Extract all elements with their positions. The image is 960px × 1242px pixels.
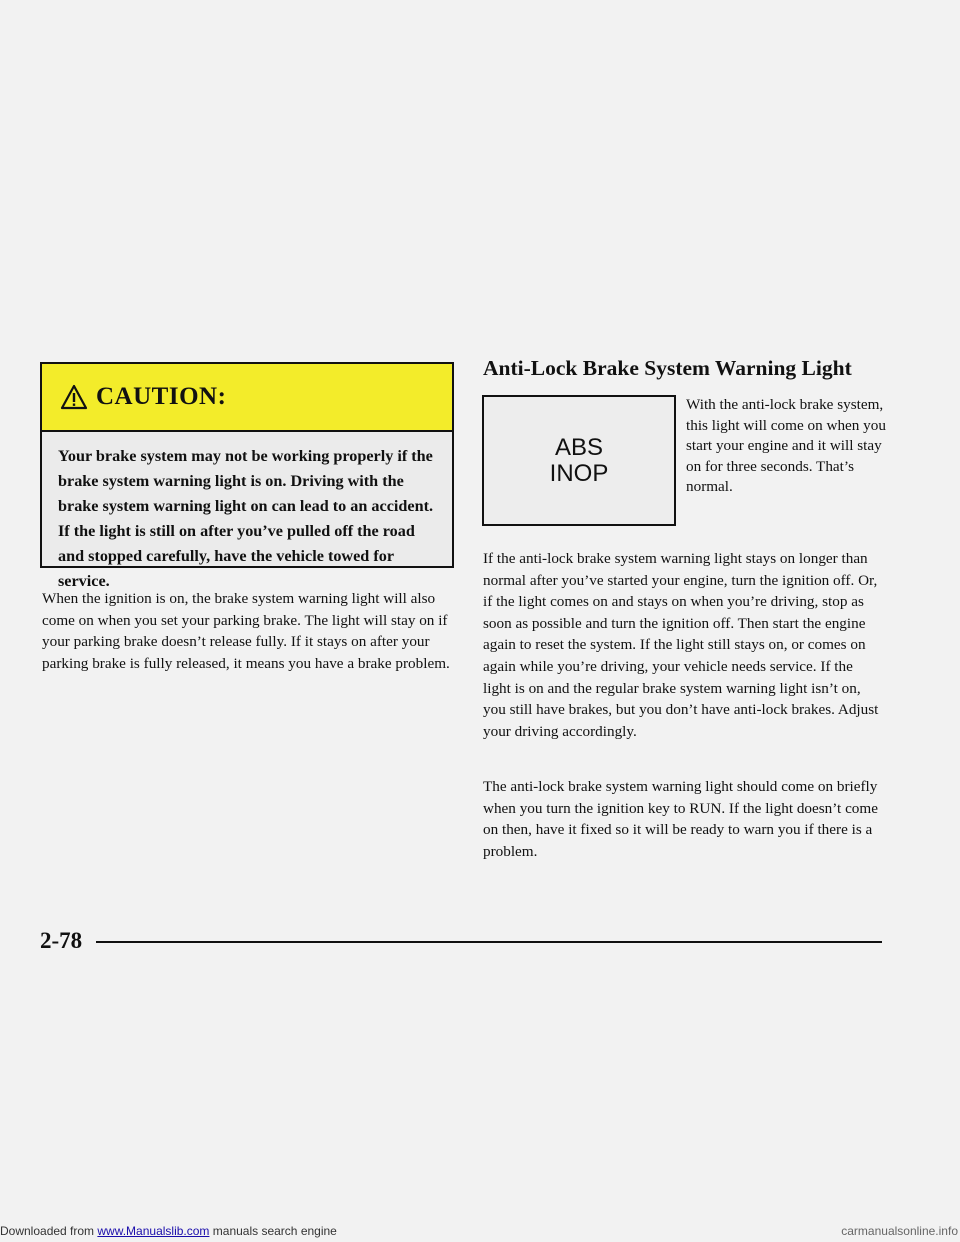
footer-rule <box>96 941 882 943</box>
footer-prefix: Downloaded from <box>0 1224 98 1238</box>
caution-title: CAUTION: <box>96 383 227 410</box>
abs-intro-paragraph: With the anti-lock brake system, this light will come on when you start your engine and it will stay on for three seconds. That’s normal. <box>686 396 886 495</box>
download-footer <box>0 1224 337 1238</box>
page-number: 2-78 <box>40 928 83 953</box>
footer-suffix: manuals search engine <box>209 1224 337 1238</box>
watermark-text: carmanualsonline.info <box>841 1224 958 1238</box>
section-heading: Anti-Lock Brake System Warning Light <box>483 356 852 380</box>
abs-label: ABS <box>554 433 604 461</box>
caution-header <box>42 364 452 432</box>
caution-text: Your brake system may not be working properly if the brake system warning light is on. Driving with the brake system warning light on can lead to an accident. If the light is still on after you’ve pulled off the road and stopped carefully, have the vehicle towed for service. <box>58 447 434 590</box>
caution-box <box>40 362 454 590</box>
abs-stays-on-paragraph: If the anti-lock brake system warning light stays on longer than normal after you’ve started your engine, turn the ignition off. Or, if the light comes on and stays on when you’re driving, stop as soon as possible and turn the ignition off. Then start the engine again to reset the system. If the light still stays on, or comes on again while you’re driving, your vehicle needs service. If the light is on and the regular brake system warning light isn’t on, you still have brakes, but you don’t have anti-lock brakes. Adjust your driving accordingly. <box>483 550 879 740</box>
inop-label: INOP <box>549 459 609 487</box>
manualslib-link[interactable]: www.Manualslib.com <box>97 1224 210 1238</box>
brake-warning-paragraph: When the ignition is on, the brake system warning light will also come on when you set your parking brake. The light will stay on if your parking brake doesn’t release fully. If it stays on after your parking brake is fully released, it means you have a brake problem. <box>42 590 450 672</box>
warning-triangle-icon <box>60 384 88 410</box>
abs-inop-indicator <box>482 395 676 526</box>
abs-check-paragraph: The anti-lock brake system warning light should come on briefly when you turn the ignition key to RUN. If the light doesn’t come on then, have it fixed so it will be ready to warn you if there is a problem. <box>483 778 878 860</box>
